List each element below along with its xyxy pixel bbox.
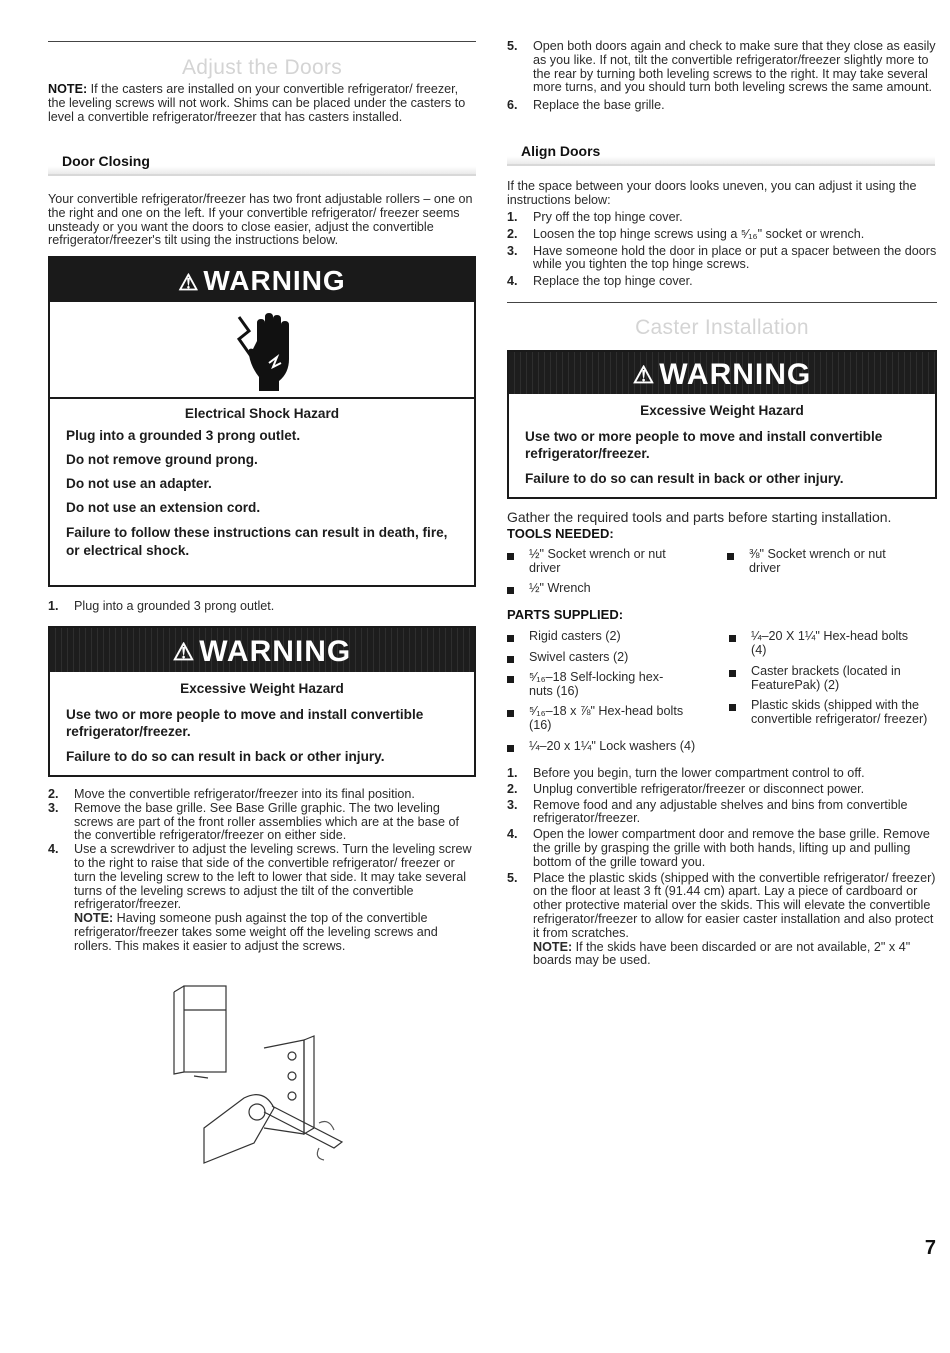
step-text: Replace the base grille. [533,98,665,113]
list-item [507,245,937,273]
warning-header [509,352,935,394]
step-text: Loosen the top hinge screws using a ⁵⁄₁₆" socket or wrench. [533,226,865,241]
list-item [507,99,937,113]
note-text: If the casters are installed on your convertible refrigerator/ freezer, the leveling screws will not work. Shims can be placed under the casters to level a convertible refrigerator/freezer that has casters installed. [48,82,466,124]
step-text: Have someone hold the door in place or put a spacer between the doors while you tighten the top hinge screws. [533,243,937,272]
step-number: 3. [507,797,518,812]
step-text: Plug into a grounded 3 prong outlet. [74,599,275,613]
list-item: ¼–20 x 1¼" Lock washers (4) [507,740,739,754]
step-number: 2. [507,226,518,241]
warning-lines [50,421,474,560]
step-text: Replace the top hinge cover. [533,274,693,289]
list-item: ⁵⁄₁₆–18 x ⅞" Hex-head bolts (16) [507,705,684,733]
door-closing-intro: Your convertible refrigerator/freezer has two front adjustable rollers – one on the right and one on the left. If your convertible refrigerator/ freezer seems unsteady or you want the doors to close easier, adjust the convertible refrigerator/freezer's tilt using the instructions below. [48,192,473,248]
step-list [48,788,478,954]
step-text: Open the lower compartment door and remove the base grille. Remove the grille by grasping the grille with both hands, lifting up and pulling bottom of the grille toward you. [533,827,930,869]
warning-hazard-title: Electrical Shock Hazard [184,406,340,421]
list-item [507,783,939,797]
list-item [507,767,939,781]
step-list [507,767,939,968]
gather-text: Gather the required tools and parts before starting installation. [507,509,892,525]
note-label: NOTE: [48,82,88,96]
warning-header-text: WARNING [659,358,812,391]
parts-heading: PARTS SUPPLIED: [507,607,624,622]
list-item: ⁵⁄₁₆–18 Self-locking hex-nuts (16) [507,671,679,699]
step-text: Move the convertible refrigerator/freezer into its final position. [74,787,415,801]
step-number: 3. [507,243,518,258]
warning-header [50,258,474,302]
tools-list [507,548,937,598]
step-number: 6. [507,98,518,113]
warning-header-text: WARNING [203,265,346,296]
parts-list [507,630,937,760]
section-title-caster-installation: Caster Installation [635,316,809,339]
list-item [48,843,478,953]
shock-icon-area [50,302,474,399]
step-text: Pry off the top hinge cover. [533,210,683,224]
step-text: Unplug convertible refrigerator/freezer or disconnect power. [533,781,865,796]
list-item [507,275,937,289]
electric-shock-hand-icon [233,311,303,391]
step-number: 1. [507,766,518,780]
align-doors-intro: If the space between your doors looks uneven, you can adjust it using the instructions below: [507,179,917,207]
step-text: Place the plastic skids (shipped with the convertible refrigerator/ freezer) on the floor at least 3 ft (91.44 cm) apart. Lay a piece of cardboard or other protective material over the skids. This will elevate the convertible refrigerator/freezer to allow for easier caster installation and also protect it from scratches. [533,870,936,940]
page-number: 7 [924,1237,936,1259]
step-list [48,600,476,614]
step-number: 2. [48,787,59,801]
warning-line: Failure to do so can result in back or other injury. [66,749,385,764]
warning-line: Failure to do so can result in back or other injury. [525,471,844,486]
note-text: If the skids have been discarded or are not available, 2" x 4" boards may be used. [533,939,911,968]
adjust-doors-note [48,83,476,124]
warning-header-text: WARNING [199,635,352,668]
section-rule [48,41,476,42]
list-item: Swivel casters (2) [507,651,719,665]
list-item: ⅜" Socket wrench or nut driver [727,548,919,576]
list-item [507,211,937,225]
excessive-weight-warning [507,350,937,499]
step-number: 3. [48,800,59,815]
step-number: 5. [507,870,518,885]
note-label: NOTE: [533,939,573,954]
step-text: Remove the base grille. See Base Grille graphic. The two leveling screws are part of the front roller assemblies which are at the base of the convertible refrigerator/freezer on either side. [74,800,459,843]
note-text: Having someone push against the top of the convertible refrigerator/freezer takes some weight off the leveling screws and rollers. This makes it easier to adjust the screws. [74,911,438,953]
list-item: Rigid casters (2) [507,630,719,644]
list-item [48,600,476,614]
section-rule [507,302,937,303]
leveling-screw-illustration [164,978,364,1168]
list-item [507,228,937,242]
list-item [507,872,939,969]
step-number: 4. [48,842,59,857]
door-closing-heading: Door Closing [48,149,476,176]
step-number: 4. [507,274,518,289]
step-list [507,40,937,113]
excessive-weight-warning [48,626,476,777]
step-list [507,211,937,289]
warning-line: Do not remove ground prong. [66,452,258,467]
electrical-shock-warning [48,256,476,587]
list-item: ½" Socket wrench or nut driver [507,548,699,576]
warning-hazard-title: Excessive Weight Hazard [640,403,804,418]
warning-line: Do not use an adapter. [66,476,212,491]
list-item: ¼–20 X 1¼" Hex-head bolts (4) [729,630,921,658]
warning-lines [50,696,474,764]
list-item [507,828,939,869]
warning-triangle-icon: ⚠ [632,362,656,390]
warning-header [50,628,474,672]
warning-lines [509,418,935,486]
warning-line: Use two or more people to move and install convertible refrigerator/freezer. [66,707,424,739]
list-item [48,802,478,843]
list-item [507,40,937,95]
list-item: Plastic skids (shipped with the convertible refrigerator/ freezer) [729,699,933,727]
step-text: Use a screwdriver to adjust the leveling screws. Turn the leveling screw to the right to raise that side of the convertible refrigerator/ freezer or turn the leveling screw to the left to lower that side. It may take several turns of the leveling screws to adjust the tilt of the convertible refrigerator/freezer. [74,842,472,912]
warning-line: Failure to follow these instructions can result in death, fire, or electrical shock. [66,525,448,558]
step-text: Remove food and any adjustable shelves and bins from convertible refrigerator/freezer. [533,797,908,826]
step-number: 1. [507,210,518,224]
list-item [48,788,478,802]
tools-heading: TOOLS NEEDED: [507,526,614,541]
warning-line: Do not use an extension cord. [66,500,261,515]
warning-triangle-icon: ⚠ [172,639,196,667]
list-item [507,799,939,827]
step-number: 1. [48,599,59,613]
list-item: Caster brackets (located in FeaturePak) (2) [729,665,927,693]
warning-line: Plug into a grounded 3 prong outlet. [66,428,301,443]
step-text: Open both doors again and check to make sure that they close as easily as you like. If not, tilt the convertible refrigerator/freezer slightly more to the rear by turning both leveling screws to the right. It may take several more turns, and you should turn both leveling screws the same amount. [533,39,936,95]
section-title-adjust-doors: Adjust the Doors [181,56,343,79]
warning-triangle-icon: ⚠ [178,269,200,295]
warning-hazard-title: Excessive Weight Hazard [180,681,344,696]
list-item: ½" Wrench [507,582,699,596]
step-number: 2. [507,781,518,796]
step-number: 5. [507,39,518,53]
warning-line: Use two or more people to move and install convertible refrigerator/freezer. [525,429,883,461]
align-doors-heading: Align Doors [507,139,935,166]
step-text: Before you begin, turn the lower compartment control to off. [533,766,865,780]
note-label: NOTE: [74,911,114,926]
step-number: 4. [507,827,518,842]
